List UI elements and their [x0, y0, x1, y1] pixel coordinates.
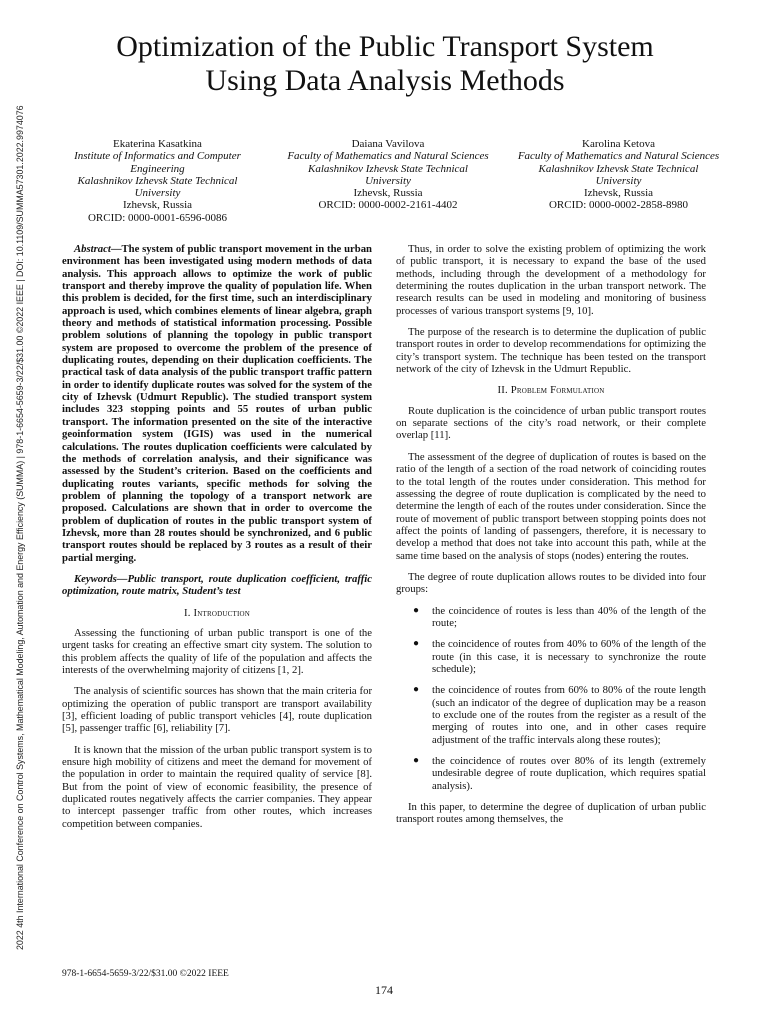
author-name: Daiana Vavilova — [351, 138, 425, 150]
body-paragraph: The degree of route duplication allows routes to be divided into four groups: — [396, 570, 706, 596]
body-paragraph: Thus, in order to solve the existing problem of optimizing the work of public transport, it is necessary to expand the base of the used methods, including through the development of a methodology for determining the routes duplication in the urban transport network. The research results can be used in modeling and monitoring of business processes of various transport systems [9, 10]. — [396, 243, 706, 317]
author-block — [55, 138, 721, 224]
author-location: Izhevsk, Russia — [583, 187, 654, 200]
author-orcid: ORCID: 0000-0002-2161-4402 — [318, 199, 458, 212]
list-item-text: the coincidence of routes is less than 40% of the length of the route; — [432, 604, 706, 629]
author-location: Izhevsk, Russia — [353, 187, 423, 200]
keywords: Keywords—Public transport, route duplication coefficient, traffic optimization, route matrix, Student’s test — [62, 572, 372, 598]
body-paragraph: Route duplication is the coincidence of urban public transport routes on separate sections of the city’s road network, or their complete overlap [11]. — [396, 404, 706, 442]
body-paragraph: In this paper, to determine the degree of duplication of urban public transport routes among themselves, the — [396, 801, 706, 826]
list-item — [396, 605, 706, 630]
body-paragraph: Assessing the functioning of urban public transport is one of the urgent tasks for creating an effective smart city system. The solution to this problem affects the quality of life of the population and affects the interests of the overwhelming majority of citizens [1, 2]. — [62, 626, 372, 676]
abstract — [62, 243, 372, 564]
footer-copyright: 978-1-6654-5659-3/22/$31.00 ©2022 IEEE — [62, 969, 229, 979]
section-heading-introduction: I. Introduction — [183, 606, 250, 619]
body-paragraph: The assessment of the degree of duplication of routes is based on the ratio of the length of a section of the road network of coinciding routes to the total length of the routes under consideration. This method for assessing the degree of route duplication is complicated by the need to determine the length of each of the routes under consideration. Since the route of movement of public transport between stopping points does not affect the points of landing of passengers, therefore, it is necessary to develop a method that does not take into account this path, while at the same time based on the analysis of stops (nodes) entering the routes. — [396, 450, 706, 562]
body-paragraph: The purpose of the research is to determine the duplication of public transport routes in order to develop recommendations for optimizing the city’s transport system. The technique has been tested on the transport network of the city of Izhevsk in the Udmurt Republic. — [396, 326, 706, 376]
duplication-groups-list — [396, 605, 706, 792]
bullet-icon: ● — [413, 604, 420, 616]
author-name: Karolina Ketova — [582, 138, 655, 150]
list-item-text: the coincidence of routes from 60% to 80% of the route length (such an indicator of the degree of duplication may be a reason to exclude one of the routes from the register as a result of the merging of routes into one, and in other cases require adjustment of the traffic intervals along these routes); — [432, 684, 706, 746]
author-university: Kalashnikov Izhevsk State Technical University — [77, 174, 238, 200]
page-number: 174 — [375, 983, 393, 997]
abstract-text: —The system of public transport movement in the urban environment has been investigated using modern methods of data analysis. This approach allows to optimize the work of public transport and thereby improve the quality of population life. When this problem is decided, for the first time, such an interdisciplinary approach is used, which combines elements of linear algebra, graph theory and methods of statistical information processing. Possible problem solutions of planning the topology in public transport system are proposed to overcome the problem of the presence of duplicating routes, depending on their duplication coefficients. The practical task of data analysis of the public transport traffic pattern in order to identify duplicate routes was solved for the system of the city of Izhevsk (Udmurt Republic). The studied transport system includes 323 stopping points and 55 routes of urban public transport. The information presented on the site of the interactive geoinformation system (IGIS) was used in the numerical calculations. The routes duplication coefficients were calculated by the methods of correlation analysis, and their significance was assessed by the Student’s criterion. Based on the coefficients and duplicating routes variants, specific methods for solving the problem of planning the topology of a transport network are proposed. Calculations are shown that in order to overcome the problem of duplication of routes in the public transport system of Izhevsk, more than 28 routes should be synchronized, and 6 public transport routes should be replaced by 3 routes as a result of their partial merging. — [62, 243, 372, 564]
author-name: Ekaterina Kasatkina — [113, 138, 202, 150]
side-note — [15, 100, 29, 950]
author-affiliation: Faculty of Mathematics and Natural Sciences — [517, 150, 720, 163]
author-university: Kalashnikov Izhevsk State Technical University — [538, 162, 699, 187]
paper-title: Optimization of the Public Transport System Using Data Analysis Methods — [116, 30, 654, 97]
list-item-text: the coincidence of routes over 80% of its length (extremely undesirable degree of route duplication, which requires spatial analysis). — [432, 755, 706, 792]
list-item — [396, 755, 706, 792]
list-item — [396, 684, 706, 746]
bullet-icon: ● — [413, 684, 420, 696]
right-column — [396, 243, 706, 835]
abstract-label: Abstract — [74, 243, 111, 255]
bullet-icon: ● — [413, 638, 420, 650]
left-column — [62, 243, 372, 839]
author-affiliation: Faculty of Mathematics and Natural Sciences — [287, 150, 489, 163]
list-item-text: the coincidence of routes from 40% to 60% of the length of the route (in this case, it is necessary to synchronize the route schedule); — [432, 638, 706, 675]
conference-doi-note: 2022 4th International Conference on Control Systems, Mathematical Modeling, Automation and Energy Efficiency (SUMMA) | 978-1-6654-5659-3/22/$31.00 ©2022 IEEE | DOI: 10.1109/SUMMA57301.2022.9974076 — [15, 105, 25, 950]
author-2 — [286, 138, 491, 224]
author-university: Kalashnikov Izhevsk State Technical University — [308, 162, 468, 187]
author-location: Izhevsk, Russia — [122, 199, 193, 212]
author-1 — [55, 138, 260, 224]
list-item — [396, 638, 706, 675]
body-paragraph: It is known that the mission of the urban public transport system is to ensure high mobility of citizens and meet the demand for movement of the population in order to maintain the required quality of service [8]. But from the point of view of economic feasibility, the presence of duplicated routes negatively affects the carrier companies. They appear to intercept passenger traffic from other routes, which increases competition between companies. — [62, 743, 372, 830]
body-paragraph: The analysis of scientific sources has shown that the main criteria for optimizing the operation of public transport are transport availability [3], efficient loading of public transport vehicles [4], route duplication [5], passenger traffic [6], reliability [7]. — [62, 685, 372, 735]
author-orcid: ORCID: 0000-0001-6596-0086 — [87, 211, 228, 224]
author-affiliation: Institute of Informatics and Computer Engineering — [74, 150, 241, 175]
section-heading-problem-formulation: II. Problem Formulation — [497, 384, 605, 397]
author-orcid: ORCID: 0000-0002-2858-8980 — [548, 199, 689, 212]
bullet-icon: ● — [413, 755, 420, 767]
author-3 — [516, 138, 721, 224]
